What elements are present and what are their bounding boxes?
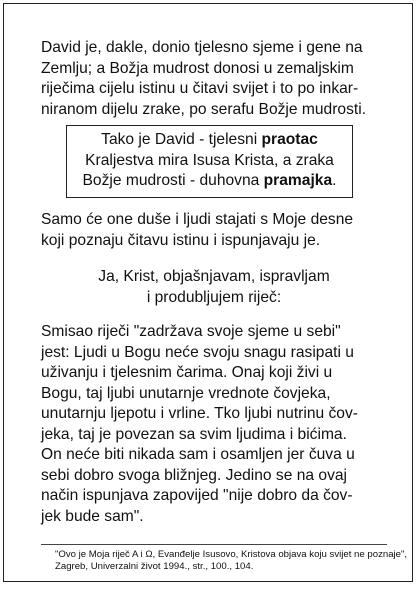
text-line: Samo će one duše i ljudi stajati s Moje desne — [41, 211, 354, 228]
text-line: jek bude sam". — [41, 507, 144, 525]
footnote-line-1: "Ovo je Moja riječ A i Ω, Evanđelje Isusovo, Kristova objava koju svijet ne poznaje", — [55, 549, 408, 560]
text-line: riječima cijelu istinu u čitavi svijet i to po inkar- — [41, 80, 359, 97]
text-line: način ispunjava zapovijed "nije dobro da čov- — [41, 487, 353, 504]
text-line: On neće biti nikada sam i osamljen jer čuva u — [41, 446, 355, 463]
text-line: uživanju i tjelesnim čarima. Onaj koji živi u — [41, 364, 333, 381]
heading-line: i produbljujem riječ: — [146, 288, 282, 306]
footnote — [55, 549, 408, 572]
heading-line: Ja, Krist, objašnjavam, ispravljam — [98, 268, 330, 285]
text-line: jest: Ljudi u Bogu neće svoju snagu rasipati u — [41, 343, 354, 361]
paragraph-meaning — [41, 322, 387, 527]
box-line-2: Kraljestva mira Isusa Krista, a zraka — [85, 151, 334, 169]
text-line: unutarnju ljepotu i vrline. Tko ljubi nutrinu čov- — [41, 405, 358, 422]
text-line: Smisao riječi "zadržava svoje sjeme u sebi" — [41, 323, 341, 340]
text-line: sebi dobro svoga bližnjeg. Jedino se na ovaj — [41, 466, 348, 484]
highlight-box — [66, 125, 353, 198]
text-line: David je, dakle, donio tjelesno sjeme i gene na — [41, 39, 363, 56]
paragraph-souls — [41, 210, 387, 251]
footnote-divider — [41, 544, 387, 545]
box-line-1 — [67, 130, 352, 151]
box-line-3-end: . — [332, 172, 337, 189]
text-line: koji poznaju čitavu istinu i ispunjavaju je. — [41, 231, 321, 249]
centered-heading — [41, 267, 387, 308]
box-line-3-text: Božje mudrosti - duhovna — [82, 172, 264, 189]
document-page — [3, 3, 413, 582]
box-line-1-text: Tako je David - tjelesni — [101, 131, 262, 148]
text-line: Zemlju; a Božja mudrost donosi u zemaljskim — [41, 59, 354, 77]
bold-word-praotac: praotac — [261, 131, 318, 148]
box-line-3 — [67, 171, 352, 192]
paragraph-david — [41, 38, 387, 120]
bold-word-pramajka: pramajka — [263, 172, 333, 189]
text-line: niranom dijelu zrake, po serafu Božje mudrosti. — [41, 100, 367, 118]
text-line: jeka, taj je povezan sa svim ljudima i bićima. — [41, 425, 347, 443]
footnote-line-2: Zagreb, Univerzalni život 1994., str., 100., 104. — [55, 560, 254, 572]
text-line: Bogu, taj ljubi unutarnje vrednote čovjeka, — [41, 384, 331, 402]
